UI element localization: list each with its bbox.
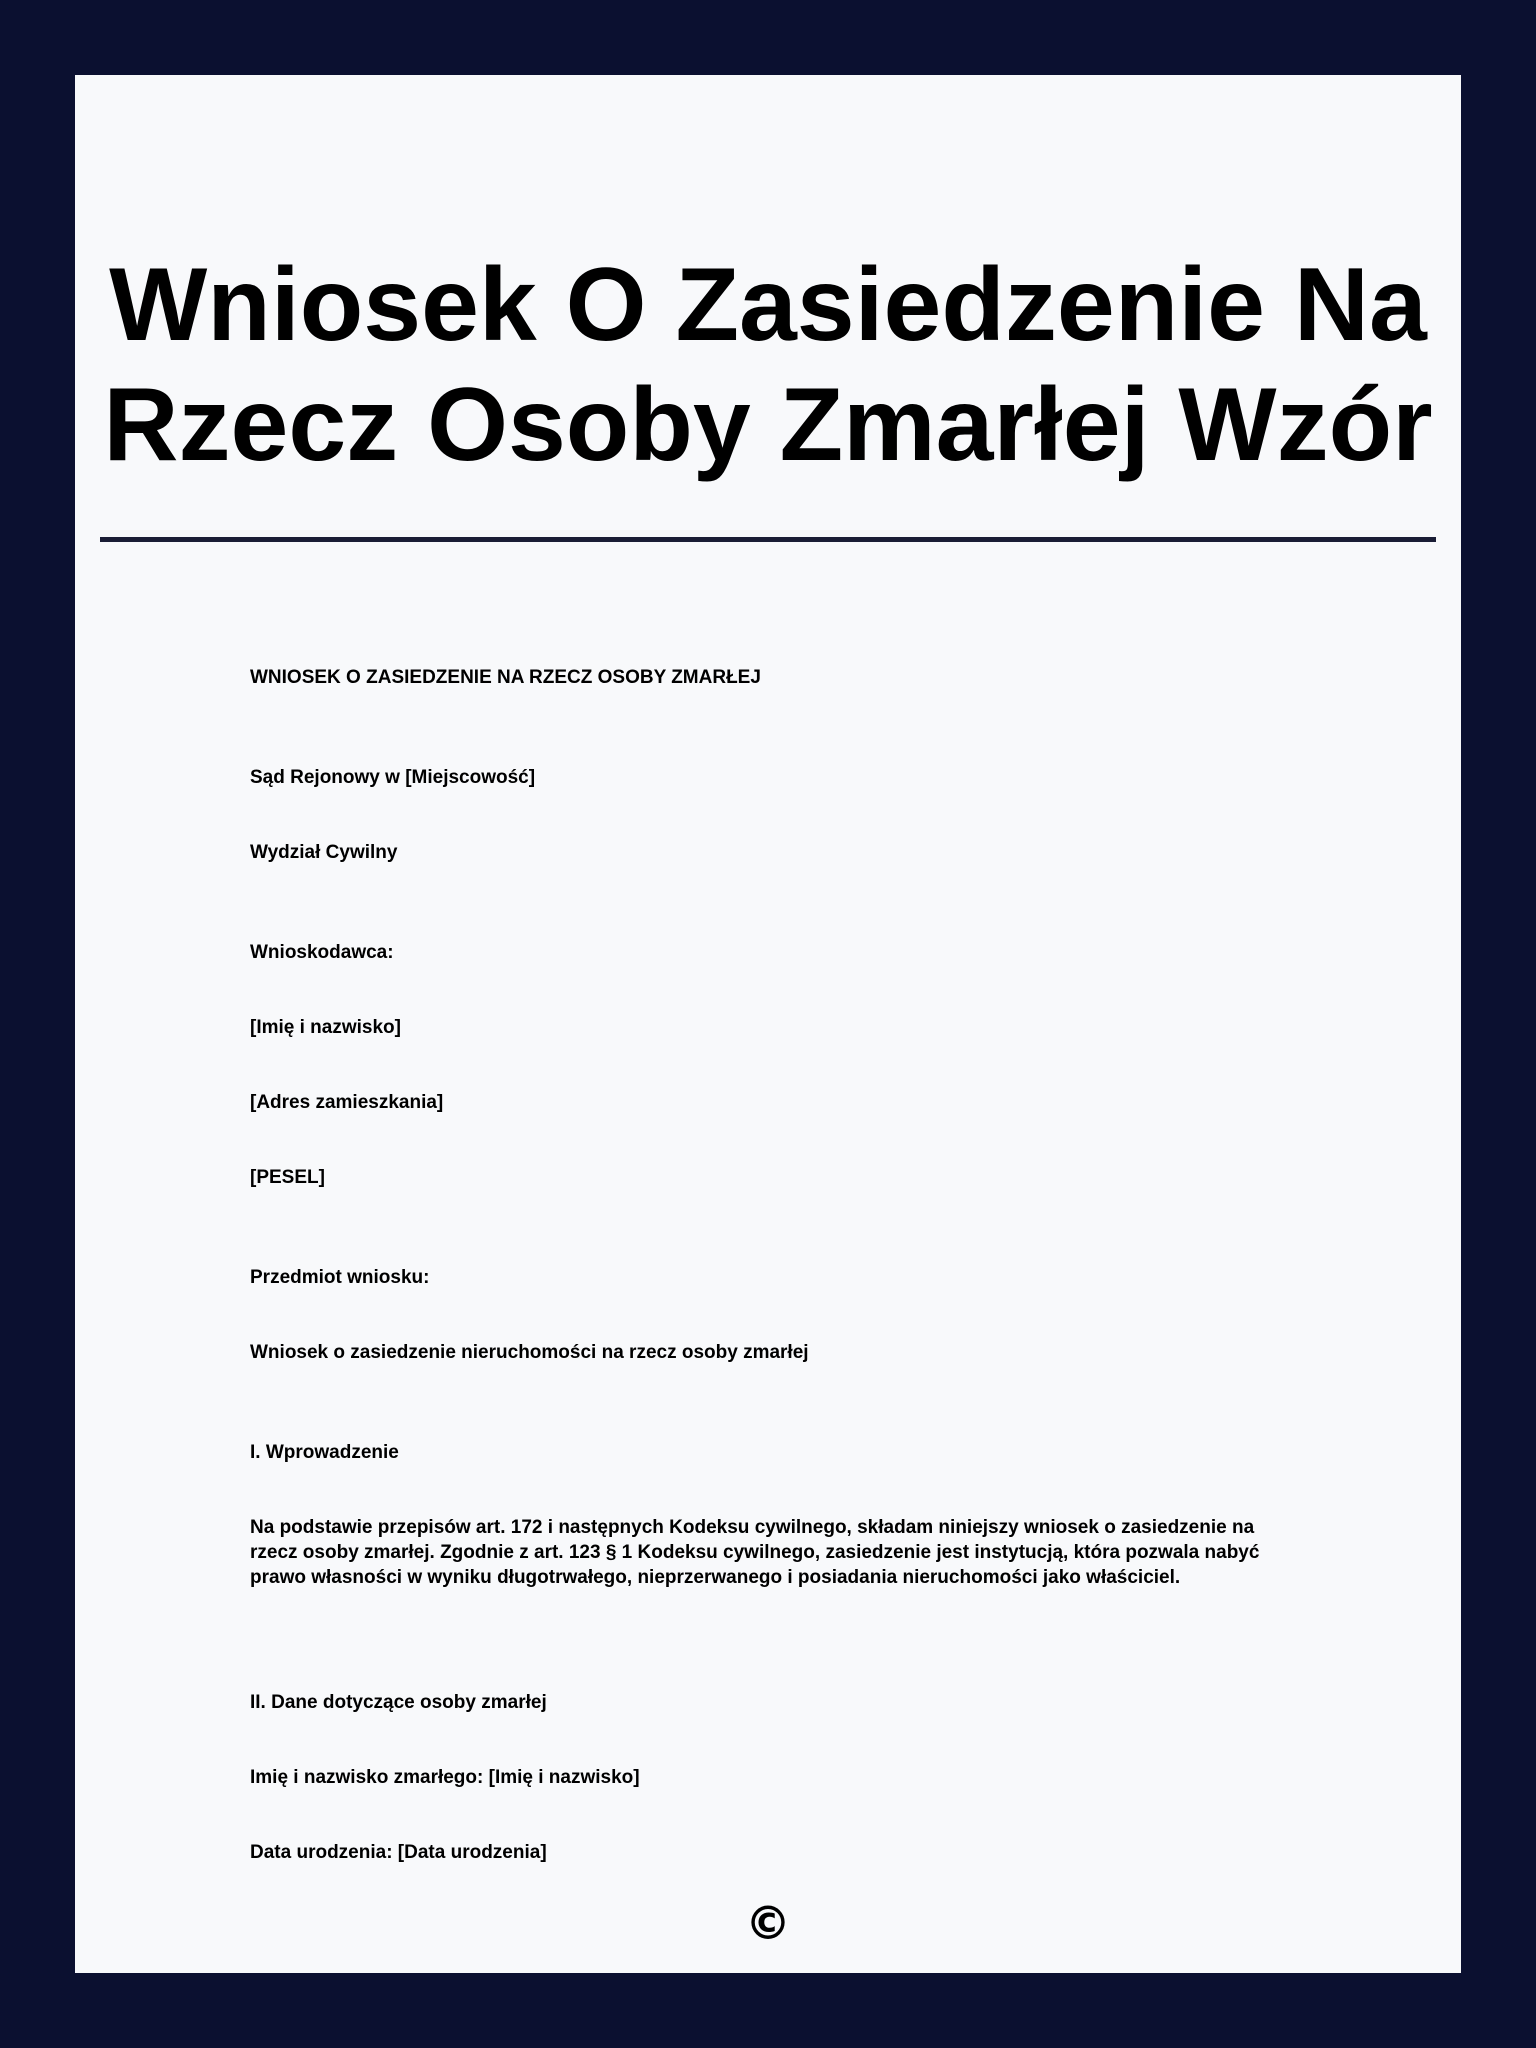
deceased-name: Imię i nazwisko zmarłego: [Imię i nazwisko] — [250, 1767, 640, 1788]
applicant-label: Wnioskodawca: — [250, 942, 394, 963]
page-title — [75, 245, 1461, 485]
section-2-heading: II. Dane dotyczące osoby zmarłej — [250, 1692, 547, 1713]
section-1-text: Na podstawie przepisów art. 172 i następnych Kodeksu cywilnego, składam niniejszy wniosek o zasiedzenie na rzecz osoby zmarłej. Zgodnie z art. 123 § 1 Kodeksu cywilnego, zasiedzenie jest instytucją, która pozwala nabyć prawo własności w wyniku długotrwałego, nieprzerwanego i posiadania nieruchomości jako właściciel. — [250, 1517, 1260, 1588]
title-line-2: Rzecz Osoby Zmarłej Wzór — [103, 367, 1433, 483]
document-page — [75, 75, 1461, 1973]
subject-text: Wniosek o zasiedzenie nieruchomości na rzecz osoby zmarłej — [250, 1342, 809, 1363]
title-line-1: Wniosek O Zasiedzenie Na — [109, 247, 1427, 363]
subject-label: Przedmiot wniosku: — [250, 1267, 430, 1288]
court-division: Wydział Cywilny — [250, 842, 398, 863]
title-divider — [100, 537, 1436, 542]
applicant-pesel: [PESEL] — [250, 1167, 325, 1188]
applicant-address: [Adres zamieszkania] — [250, 1092, 444, 1113]
court-name: Sąd Rejonowy w [Miejscowość] — [250, 767, 536, 788]
document-heading: WNIOSEK O ZASIEDZENIE NA RZECZ OSOBY ZMARŁEJ — [250, 667, 761, 688]
copyright-icon: © — [745, 1896, 791, 1950]
section-1-heading: I. Wprowadzenie — [250, 1442, 399, 1463]
applicant-name: [Imię i nazwisko] — [250, 1017, 401, 1038]
birth-date: Data urodzenia: [Data urodzenia] — [250, 1842, 547, 1863]
